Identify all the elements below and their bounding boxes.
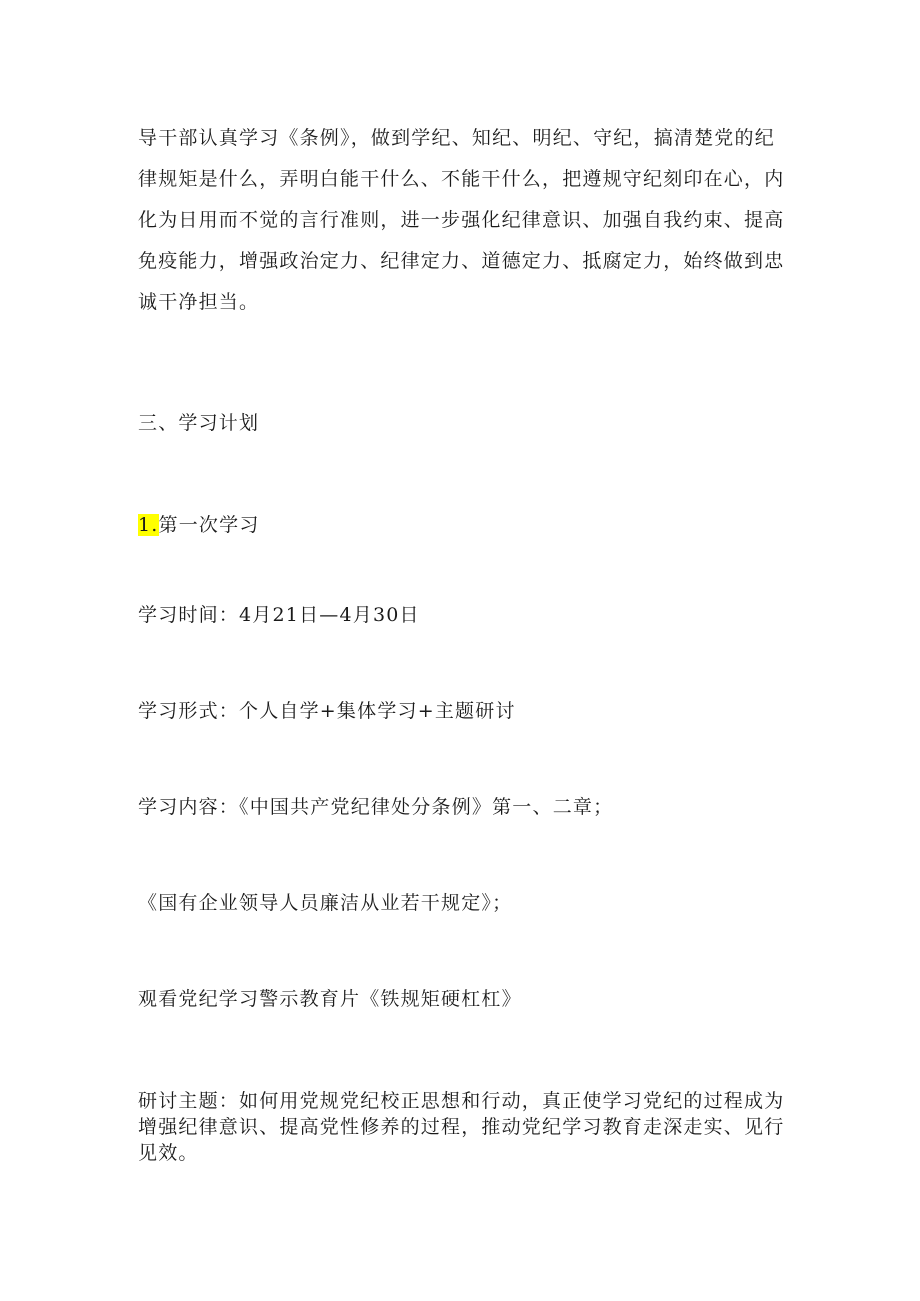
discussion-topic: 研讨主题：如何用党规党纪校正思想和行动，真正使学习党纪的过程成为增强纪律意识、提高党性修养的过程，推动党纪学习教育走深走实、见行见效。 [138, 1090, 785, 1164]
study-form: 学习形式：个人自学+集体学习+主题研讨 [138, 700, 516, 722]
intro-paragraph: 导干部认真学习《条例》，做到学纪、知纪、明纪、守纪，搞清楚党的纪律规矩是什么，弄明白能干什么、不能干什么，把遵规守纪刻印在心，内化为日用而不觉的言行准则，进一步强化纪律意识、加强自我约束、提高免疫能力，增强政治定力、纪律定力、道德定力、抵腐定力，始终做到忠诚干净担当。 [138, 127, 785, 313]
session-heading [138, 512, 788, 538]
study-content-line-3: 观看党纪学习警示教育片《铁规矩硬杠杠》 [138, 988, 522, 1010]
session-number-highlight: 1. [138, 514, 159, 536]
session-title: 第一次学习 [158, 514, 260, 536]
section-heading: 三、学习计划 [138, 412, 260, 434]
study-content-line-2: 《国有企业领导人员廉洁从业若干规定》； [138, 892, 513, 914]
study-content-line-1: 学习内容：《中国共产党纪律处分条例》第一、二章； [138, 796, 614, 818]
study-time: 学习时间：4月21日—4月30日 [138, 604, 420, 626]
